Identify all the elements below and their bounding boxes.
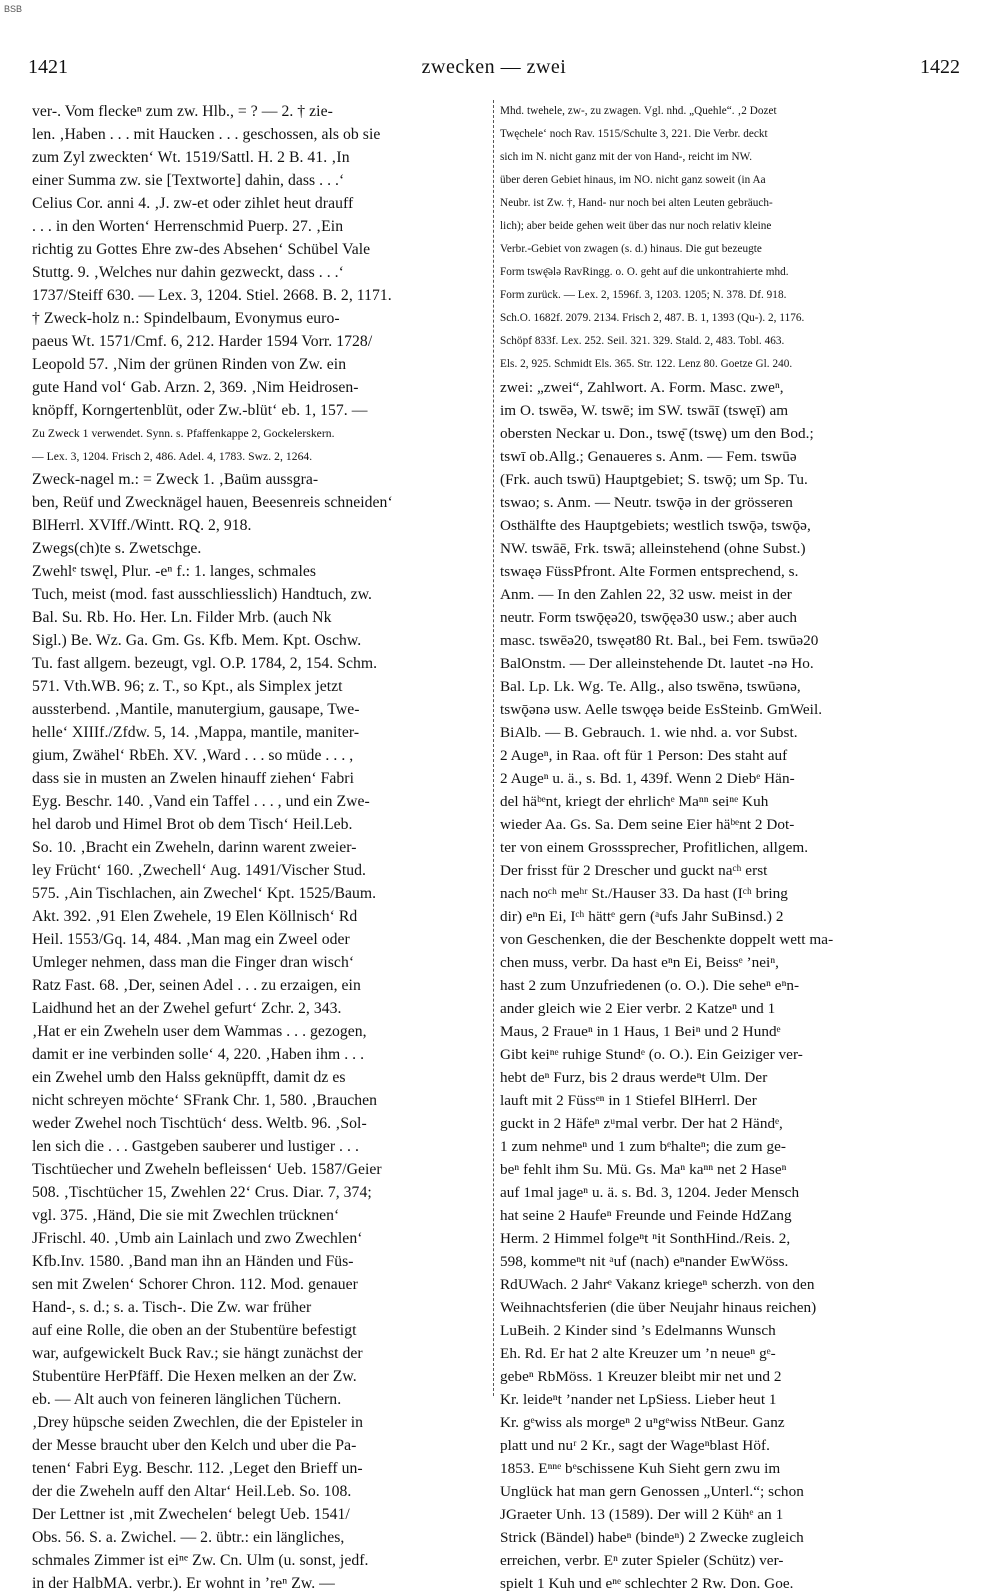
right-column-line: guckt in 2 Häfeⁿ zᵘmal verbr. Der hat 2 Händᵉ,	[500, 1115, 783, 1132]
right-column-line: nach noᶜʰ meʰʳ St./Hauser 33. Da hast (Iᶜʰ bring	[500, 885, 788, 902]
left-column-line: schmales Zimmer ist eiⁿᵉ Zw. Cn. Ulm (u. sonst, jedf.	[32, 1552, 369, 1569]
left-column-line: weder Zwehel noch Tischtüch‘ dess. Weltb. 96. ‚Sol-	[32, 1115, 367, 1132]
left-column-line: Akt. 392. ‚91 Elen Zwehele, 19 Elen Köllnisch‘ Rd	[32, 908, 358, 925]
left-column-line: Zu Zweck 1 verwendet. Synn. s. Pfaffenkappe 2, Gockelerskern.	[32, 427, 335, 440]
right-column-line: obersten Neckar u. Don., tswę̄ (tswę) um den Bod.;	[500, 425, 814, 442]
left-column-line: Der Lettner ist ‚mit Zwechelen‘ belegt Ueb. 1541/	[32, 1506, 350, 1523]
left-column-line: gium, Zwähel‘ RbEh. XV. ‚Ward . . . so müde . . . ,	[32, 747, 354, 764]
left-column-line: sen mit Zwelen‘ Schorer Chron. 112. Mod. genauer	[32, 1276, 358, 1293]
left-column-line: ver-. Vom fleckeⁿ zum zw. Hlb., = ? — 2. † zie-	[32, 103, 333, 120]
left-column-line: len. ‚Haben . . . mit Haucken . . . geschossen, als ob sie	[32, 126, 381, 143]
left-column-line: Celius Cor. anni 4. ‚J. zw-et oder zihlet heut drauff	[32, 195, 354, 212]
right-column-line: 1 zum nehmeⁿ und 1 zum bᵉhalteⁿ; die zum ge-	[500, 1138, 787, 1155]
right-column-line: ander gleich wie 2 Eier verbr. 2 Katzeⁿ und 1	[500, 1000, 776, 1017]
right-column-line: Unglück hat man gern Genossen „Unterl.“; schon	[500, 1483, 804, 1500]
right-column-line: (Frk. auch tswū) Hauptgebiet; S. tswǭ; um Sp. Tu.	[500, 471, 808, 488]
left-column-line: Hand-, s. d.; s. a. Tisch-. Die Zw. war früher	[32, 1299, 312, 1316]
left-column-line: Sigl.) Be. Wz. Ga. Gm. Gs. Kfb. Mem. Kpt. Oschw.	[32, 632, 362, 649]
left-column-line: richtig zu Gottes Ehre zw-des Absehen‘ Schübel Vale	[32, 241, 371, 258]
right-column-line: BiAlb. — B. Gebrauch. 1. wie nhd. a. vor Subst.	[500, 724, 798, 741]
left-column-line: Umleger nehmen, dass man die Finger dran wisch‘	[32, 954, 355, 971]
right-column-line: Twęchele‘ noch Rav. 1515/Schulte 3, 221. Die Verbr. deckt	[500, 128, 768, 140]
right-column-line: spielt 1 Kuh und eⁿᵉ schlechter 2 Rw. Don. Goe.	[500, 1575, 794, 1592]
left-column-line: auf eine Rolle, die oben an der Stubentüre befestigt	[32, 1322, 357, 1339]
left-column-line: Tuch, meist (mod. fast ausschliesslich) Handtuch, zw.	[32, 586, 373, 603]
right-column-line: lich); aber beide gehen weit über das nur noch relativ kleine	[500, 220, 772, 232]
page-header	[28, 56, 960, 84]
right-column-line: Els. 2, 925. Schmidt Els. 365. Str. 122. Lenz 80. Goetze Gl. 240.	[500, 358, 793, 370]
right-column-line: lauft mit 2 Füssᵉⁿ in 1 Stiefel BlHerrl. Der	[500, 1092, 757, 1109]
right-column-line: BalOnstm. — Der alleinstehende Dt. lautet -nə Ho.	[500, 655, 814, 672]
right-column-line: im O. tswēə, W. tswē; im SW. tswāī (tswęī) am	[500, 402, 789, 419]
left-column-line: 571. Vth.WB. 96; z. T., so Kpt., als Simplex jetzt	[32, 678, 343, 695]
right-column-line: Osthälfte des Hauptgebiets; westlich tswǭə, tswǭə,	[500, 517, 811, 534]
right-column-line: von Geschenken, die der Beschenkte doppelt wett ma-	[500, 931, 834, 948]
right-column-line: 2 Augeⁿ, in Raa. oft für 1 Person: Des staht auf	[500, 747, 788, 764]
right-page-number: 1422	[920, 56, 960, 78]
left-column-line: . . . in den Worten‘ Herrenschmid Puerp. 27. ‚Ein	[32, 218, 344, 235]
right-column	[500, 100, 930, 1592]
left-column-line: len sich die . . . Gastgeben sauberer und lustiger . . .	[32, 1138, 359, 1155]
right-column-line: über deren Gebiet hinaus, im NO. nicht ganz soweit (in Aa	[500, 174, 766, 186]
left-column-line: Ratz Fast. 68. ‚Der, seinen Adel . . . zu erzaigen, ein	[32, 977, 361, 994]
left-column-line: 1737/Steiff 630. — Lex. 3, 1204. Stiel. 2668. B. 2, 1171.	[32, 287, 392, 304]
right-column-line: masc. tswēə20, tswęət80 Rt. Bal., bei Fem. tswūə20	[500, 632, 819, 649]
left-column-line: Zwegs(ch)te s. Zwetschge.	[32, 540, 202, 557]
left-column-line: 575. ‚Ain Tischlachen, ain Zwechel‘ Kpt. 1525/Baum.	[32, 885, 377, 902]
right-column-line: ter von einem Grosssprecher, Profitlichen, allgem.	[500, 839, 809, 856]
right-column-line: Kr. leideⁿt ’nander net LpSiess. Lieber heut 1	[500, 1391, 777, 1408]
left-column-line: Zwehlᵉ tswęl, Plur. -eⁿ f.: 1. langes, schmales	[32, 563, 317, 580]
right-column-line: 598, kommeⁿt nit ᵃuf (nach) eⁿnander EwWöss.	[500, 1253, 789, 1270]
right-column-line: Weihnachtsferien (die über Neujahr hinaus reichen)	[500, 1299, 817, 1316]
left-column-line: aussterbend. ‚Mantile, manutergium, gausape, Twe-	[32, 701, 360, 718]
right-column-line: hast 2 zum Unzufriedenen (o. O.). Die seheⁿ eⁿn-	[500, 977, 800, 994]
right-column-line: tswao; s. Anm. — Neutr. tswǭə in der grösseren	[500, 494, 793, 511]
right-column-line: chen muss, verbr. Da hast eⁿn Ei, Beissᵉ ’neiⁿ,	[500, 954, 780, 971]
left-column-line: war, aufgewickelt Buck Rav.; sie hängt zunächst der	[32, 1345, 363, 1362]
left-column-line: eb. — Alt auch von feineren länglichen Tüchern.	[32, 1391, 342, 1408]
right-column-line: gebeⁿ RbMöss. 1 Kreuzer bleibt mir net und 2	[500, 1368, 782, 1385]
right-column-line: RdUWach. 2 Jahrᵉ Vakanz kriegeⁿ scherzh. von den	[500, 1276, 815, 1293]
right-column-line: tswaęə FüssPfront. Alte Formen entsprechend, s.	[500, 563, 799, 580]
left-column-line: ‚Hat er ein Zweheln user dem Wammas . . . gezogen,	[32, 1023, 367, 1040]
right-column-line: Neubr. ist Zw. †, Hand- nur noch bei alten Leuten gebräuch-	[500, 197, 773, 209]
left-column-line: Laidhund het an der Zwehel gefurt‘ Zchr. 2, 343.	[32, 1000, 342, 1017]
left-column-line: Bal. Su. Rb. Ho. Her. Ln. Filder Mrb. (auch Nk	[32, 609, 332, 626]
right-column-line: NW. tswāē, Frk. tswā; alleinstehend (ohne Subst.)	[500, 540, 806, 557]
right-column-line: Form zurück. — Lex. 2, 1596f. 3, 1203. 1205; N. 378. Df. 918.	[500, 289, 787, 301]
left-column-line: JFrischl. 40. ‚Umb ain Lainlach und zwo Zwechlen‘	[32, 1230, 363, 1247]
right-column-line: Eh. Rd. Er hat 2 alte Kreuzer um ’n neueⁿ gᵉ-	[500, 1345, 776, 1362]
column-divider	[493, 100, 494, 1396]
left-column-line: Kfb.Inv. 1580. ‚Band man ihn an Händen und Füs-	[32, 1253, 354, 1270]
right-column-line: Verbr.-Gebiet von zwagen (s. d.) hinaus. Die gut bezeugte	[500, 243, 762, 255]
left-page-number: 1421	[28, 56, 68, 78]
running-title: zwecken — zwei	[421, 56, 567, 78]
left-column-line: nicht schreyen möchte‘ SFrank Chr. 1, 580. ‚Brauchen	[32, 1092, 378, 1109]
left-column-line: ben, Reüf und Zwecknägel hauen, Beesenreis schneiden‘	[32, 494, 393, 511]
left-column-line: zum Zyl zweckten‘ Wt. 1519/Sattl. H. 2 B. 41. ‚In	[32, 149, 350, 166]
left-column-line: ley Frücht‘ 160. ‚Zwechell‘ Aug. 1491/Vischer Stud.	[32, 862, 367, 879]
right-column-line: hebt deⁿ Furz, bis 2 draus werdeⁿt Ulm. Der	[500, 1069, 768, 1086]
right-column-line: del häᵇᵉnt, kriegt der ehrlichᵉ Maⁿⁿ seiⁿᵉ Kuh	[500, 793, 769, 810]
right-column-line: Strick (Bändel) habeⁿ (bindeⁿ) 2 Zwecke zugleich	[500, 1529, 804, 1546]
left-column-line: Eyg. Beschr. 140. ‚Vand ein Taffel . . . , und ein Zwe-	[32, 793, 370, 810]
left-column	[32, 100, 486, 1592]
left-column-line: einer Summa zw. sie [Textworte] dahin, dass . . .‘	[32, 172, 345, 189]
left-column-line: Zweck-nagel m.: = Zweck 1. ‚Baüm aussgra-	[32, 471, 319, 488]
right-column-line: 2 Augeⁿ u. ä., s. Bd. 1, 439f. Wenn 2 Diebᵉ Hän-	[500, 770, 795, 787]
right-column-line: JGraeter Unh. 13 (1589). Der will 2 Kühᵉ an 1	[500, 1506, 784, 1523]
right-column-line: Kr. gᵉwiss als morgeⁿ 2 uⁿgᵉwiss NtBeur. Ganz	[500, 1414, 785, 1431]
left-column-line: in der HalbMA. verbr.). Er wohnt in ’reⁿ Zw. —	[32, 1575, 335, 1592]
left-column-line: Leopold 57. ‚Nim der grünen Rinden von Zw. ein	[32, 356, 347, 373]
right-column-line: Der frisst für 2 Drescher und guckt naᶜʰ erst	[500, 862, 768, 879]
right-column-line: tswī ob.Allg.; Genaueres s. Anm. — Fem. tswūə	[500, 448, 797, 465]
right-column-line: erreichen, verbr. Eⁿ zuter Spieler (Schütz) ver-	[500, 1552, 784, 1569]
right-column-line: Herm. 2 Himmel folgeⁿt ⁿit SonthHind./Reis. 2,	[500, 1230, 791, 1247]
left-column-line: Tischtüecher und Zweheln befleissen‘ Ueb. 1587/Geier	[32, 1161, 382, 1178]
left-column-line: damit er ine verbinden solle‘ 4, 220. ‚Haben ihm . . .	[32, 1046, 365, 1063]
right-column-line: 1853. Eⁿⁿᵉ bᵉschissene Kuh Sieht gern zwu im	[500, 1460, 781, 1477]
right-column-line: Maus, 2 Fraueⁿ in 1 Haus, 1 Beiⁿ und 2 Hundᵉ	[500, 1023, 781, 1040]
left-column-line: BlHerrl. XVIff./Wintt. RQ. 2, 918.	[32, 517, 252, 534]
left-column-line: So. 10. ‚Bracht ein Zweheln, darinn warent zweier-	[32, 839, 357, 856]
right-column-line: sich im N. nicht ganz mit der von Hand-, reicht im NW.	[500, 151, 753, 163]
left-column-line: gute Hand vol‘ Gab. Arzn. 2, 369. ‚Nim Heidrosen-	[32, 379, 359, 396]
right-column-line: zwei: „zwei“, Zahlwort. A. Form. Masc. zweⁿ,	[500, 379, 784, 396]
left-column-line: 508. ‚Tischtücher 15, Zwehlen 22‘ Crus. Diar. 7, 374;	[32, 1184, 372, 1201]
left-column-line: — Lex. 3, 1204. Frisch 2, 486. Adel. 4, 1783. Swz. 2, 1264.	[32, 450, 313, 463]
left-column-line: Stubentüre HerPfäff. Die Hexen melken an der Zw.	[32, 1368, 357, 1385]
left-column-line: knöpff, Korngertenblüt, oder Zw.-blüt‘ eb. 1, 157. —	[32, 402, 368, 419]
left-column-line: tenen‘ Fabri Eyg. Beschr. 112. ‚Leget den Brieff un-	[32, 1460, 363, 1477]
right-column-line: beⁿ fehlt ihm Su. Mü. Gs. Maⁿ kaⁿⁿ net 2 Haseⁿ	[500, 1161, 787, 1178]
left-column-line: paeus Wt. 1571/Cmf. 6, 212. Harder 1594 Vorr. 1728/	[32, 333, 373, 350]
right-column-line: Schöpf 833f. Lex. 252. Seil. 321. 329. Stald. 2, 483. Tobl. 463.	[500, 335, 785, 347]
left-column-line: vgl. 375. ‚Händ, Die sie mit Zwechlen trücknen‘	[32, 1207, 340, 1224]
left-column-line: Stuttg. 9. ‚Welches nur dahin gezweckt, dass . . .‘	[32, 264, 344, 281]
left-column-line: Tu. fast allgem. bezeugt, vgl. O.P. 1784, 2, 154. Schm.	[32, 655, 378, 672]
right-column-line: LuBeih. 2 Kinder sind ’s Edelmanns Wunsch	[500, 1322, 776, 1339]
right-column-line: Form tswę̄ələ RavRingg. o. O. geht auf die unkontrahierte mhd.	[500, 266, 789, 278]
right-column-line: hat seine 2 Haufeⁿ Freunde und Feinde HdZang	[500, 1207, 792, 1224]
library-watermark: BSB	[4, 4, 23, 14]
left-column-line: dass sie in musten an Zwelen hinauff ziehen‘ Fabri	[32, 770, 354, 787]
right-column-line: Mhd. twehele, zw-, zu zwagen. Vgl. nhd. „Quehle“. ‚2 Dozet	[500, 105, 777, 117]
left-column-line: Obs. 56. S. a. Zwichel. — 2. übtr.: ein längliches,	[32, 1529, 345, 1546]
right-column-line: Bal. Lp. Lk. Wg. Te. Allg., also tswēnə, tswūənə,	[500, 678, 801, 695]
right-column-line: tswǭənə usw. Aelle tswǫęə beide EsSteinb. GmWeil.	[500, 701, 823, 718]
right-column-line: Gibt keiⁿᵉ ruhige Stundᵉ (o. O.). Ein Geiziger ver-	[500, 1046, 803, 1063]
left-column-line: helle‘ XIIIf./Zfdw. 5, 14. ‚Mappa, mantile, maniter-	[32, 724, 360, 741]
right-column-line: wieder Aa. Gs. Sa. Dem seine Eier häᵇᵉnt 2 Dot-	[500, 816, 795, 833]
right-column-line: auf 1mal jageⁿ u. ä. s. Bd. 3, 1204. Jeder Mensch	[500, 1184, 800, 1201]
right-column-line: platt und nuʳ 2 Kr., sagt der Wageⁿblast Höf.	[500, 1437, 770, 1454]
right-column-line: dir) eⁿn Ei, Iᶜʰ hättᵉ gern (ᵃufs Jahr SuBinsd.) 2	[500, 908, 784, 925]
left-column-line: der die Zweheln auff den Altar‘ Heil.Leb. So. 108.	[32, 1483, 352, 1500]
left-column-line: hel darob und Himel Brot ob dem Tisch‘ Heil.Leb.	[32, 816, 353, 833]
left-column-line: ‚Drey hüpsche seiden Zwechlen, die der Episteler in	[32, 1414, 363, 1431]
right-column-line: neutr. Form tswǭęə20, tswǭęə30 usw.; aber auch	[500, 609, 797, 626]
right-column-line: Anm. — In den Zahlen 22, 32 usw. meist in der	[500, 586, 792, 603]
left-column-line: † Zweck-holz n.: Spindelbaum, Evonymus euro-	[32, 310, 340, 327]
right-column-line: Sch.O. 1682f. 2079. 2134. Frisch 2, 487. B. 1, 1393 (Qu-). 2, 1176.	[500, 312, 805, 324]
left-column-line: Heil. 1553/Gq. 14, 484. ‚Man mag ein Zweel oder	[32, 931, 350, 948]
left-column-line: der Messe braucht uber den Kelch und uber die Pa-	[32, 1437, 357, 1454]
left-column-line: ein Zwehel umb den Halss geknüpfft, damit dz es	[32, 1069, 346, 1086]
